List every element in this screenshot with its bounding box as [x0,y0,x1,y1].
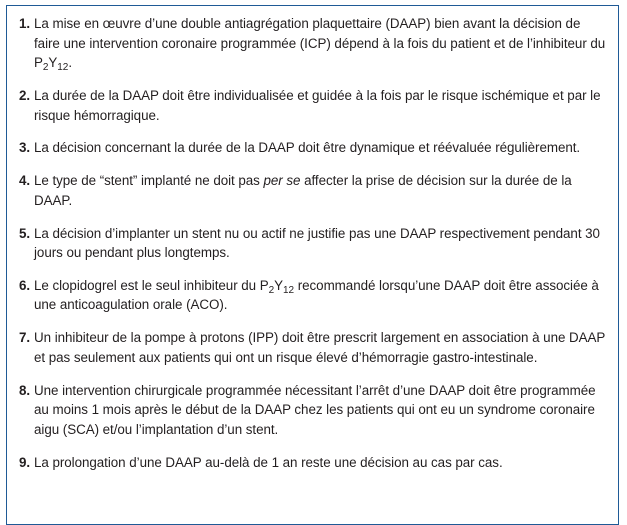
item-number: 3. [19,140,31,156]
item-number: 6. [19,277,31,293]
item-text: La durée de la DAAP doit être individualisée et guidée à la fois par le risque ischémique et par le risque hémorragique. [34,87,601,123]
item-number: 2. [19,87,31,103]
item-text: Le clopidogrel est le seul inhibiteur du $P_2Y_{12}$ recommandé lorsqu’une DAAP doit être associée à une anticoagulation orale (ACO). [34,277,599,313]
item-number: 1. [19,16,31,31]
item-number: 9. [19,454,31,470]
list-item [19,14,609,73]
item-text: La mise en œuvre d’une double antiagrégation plaquettaire (DAAP) bien avant la décision de faire une intervention coronaire programmée (ICP) dépend à la fois du patient et de l’inhibiteur du $P_2Y_{12}$. [34,16,606,74]
list-item [19,453,609,473]
item-text: Le type de “stent” implanté ne doit pas per se affecter la prise de décision sur la durée de la DAAP. [34,173,572,208]
list-item [19,381,609,440]
item-text: La décision d’implanter un stent nu ou actif ne justifie pas une DAAP respectivement pendant 30 jours ou pendant plus longtemps. [34,225,600,261]
item-text: La prolongation d’une DAAP au-delà de 1 an reste une décision au cas par cas. [34,454,503,470]
list-item [19,328,609,367]
list-item [19,86,609,125]
list-item [19,276,609,315]
list-item [19,224,609,263]
item-number: 7. [19,330,31,346]
item-number: 8. [19,382,31,398]
recommendations-list [19,14,609,485]
item-text: La décision concernant la durée de la DAAP doit être dynamique et réévaluée régulièrement. [34,140,581,156]
list-item [19,138,609,158]
list-item [19,171,609,210]
item-text: Un inhibiteur de la pompe à protons (IPP) doit être prescrit largement en association à une DAAP et pas seulement aux patients qui ont un risque élevé d’hémorragie gastro-intestinale. [34,330,606,365]
item-number: 5. [19,225,31,241]
item-text: Une intervention chirurgicale programmée nécessitant l’arrêt d’une DAAP doit être programmée au moins 1 mois après le début de la DAAP chez les patients qui ont eu un syndrome coronaire aigu (SCA) et/ou l’implantation d’un stent. [34,382,596,437]
item-number: 4. [19,173,31,189]
